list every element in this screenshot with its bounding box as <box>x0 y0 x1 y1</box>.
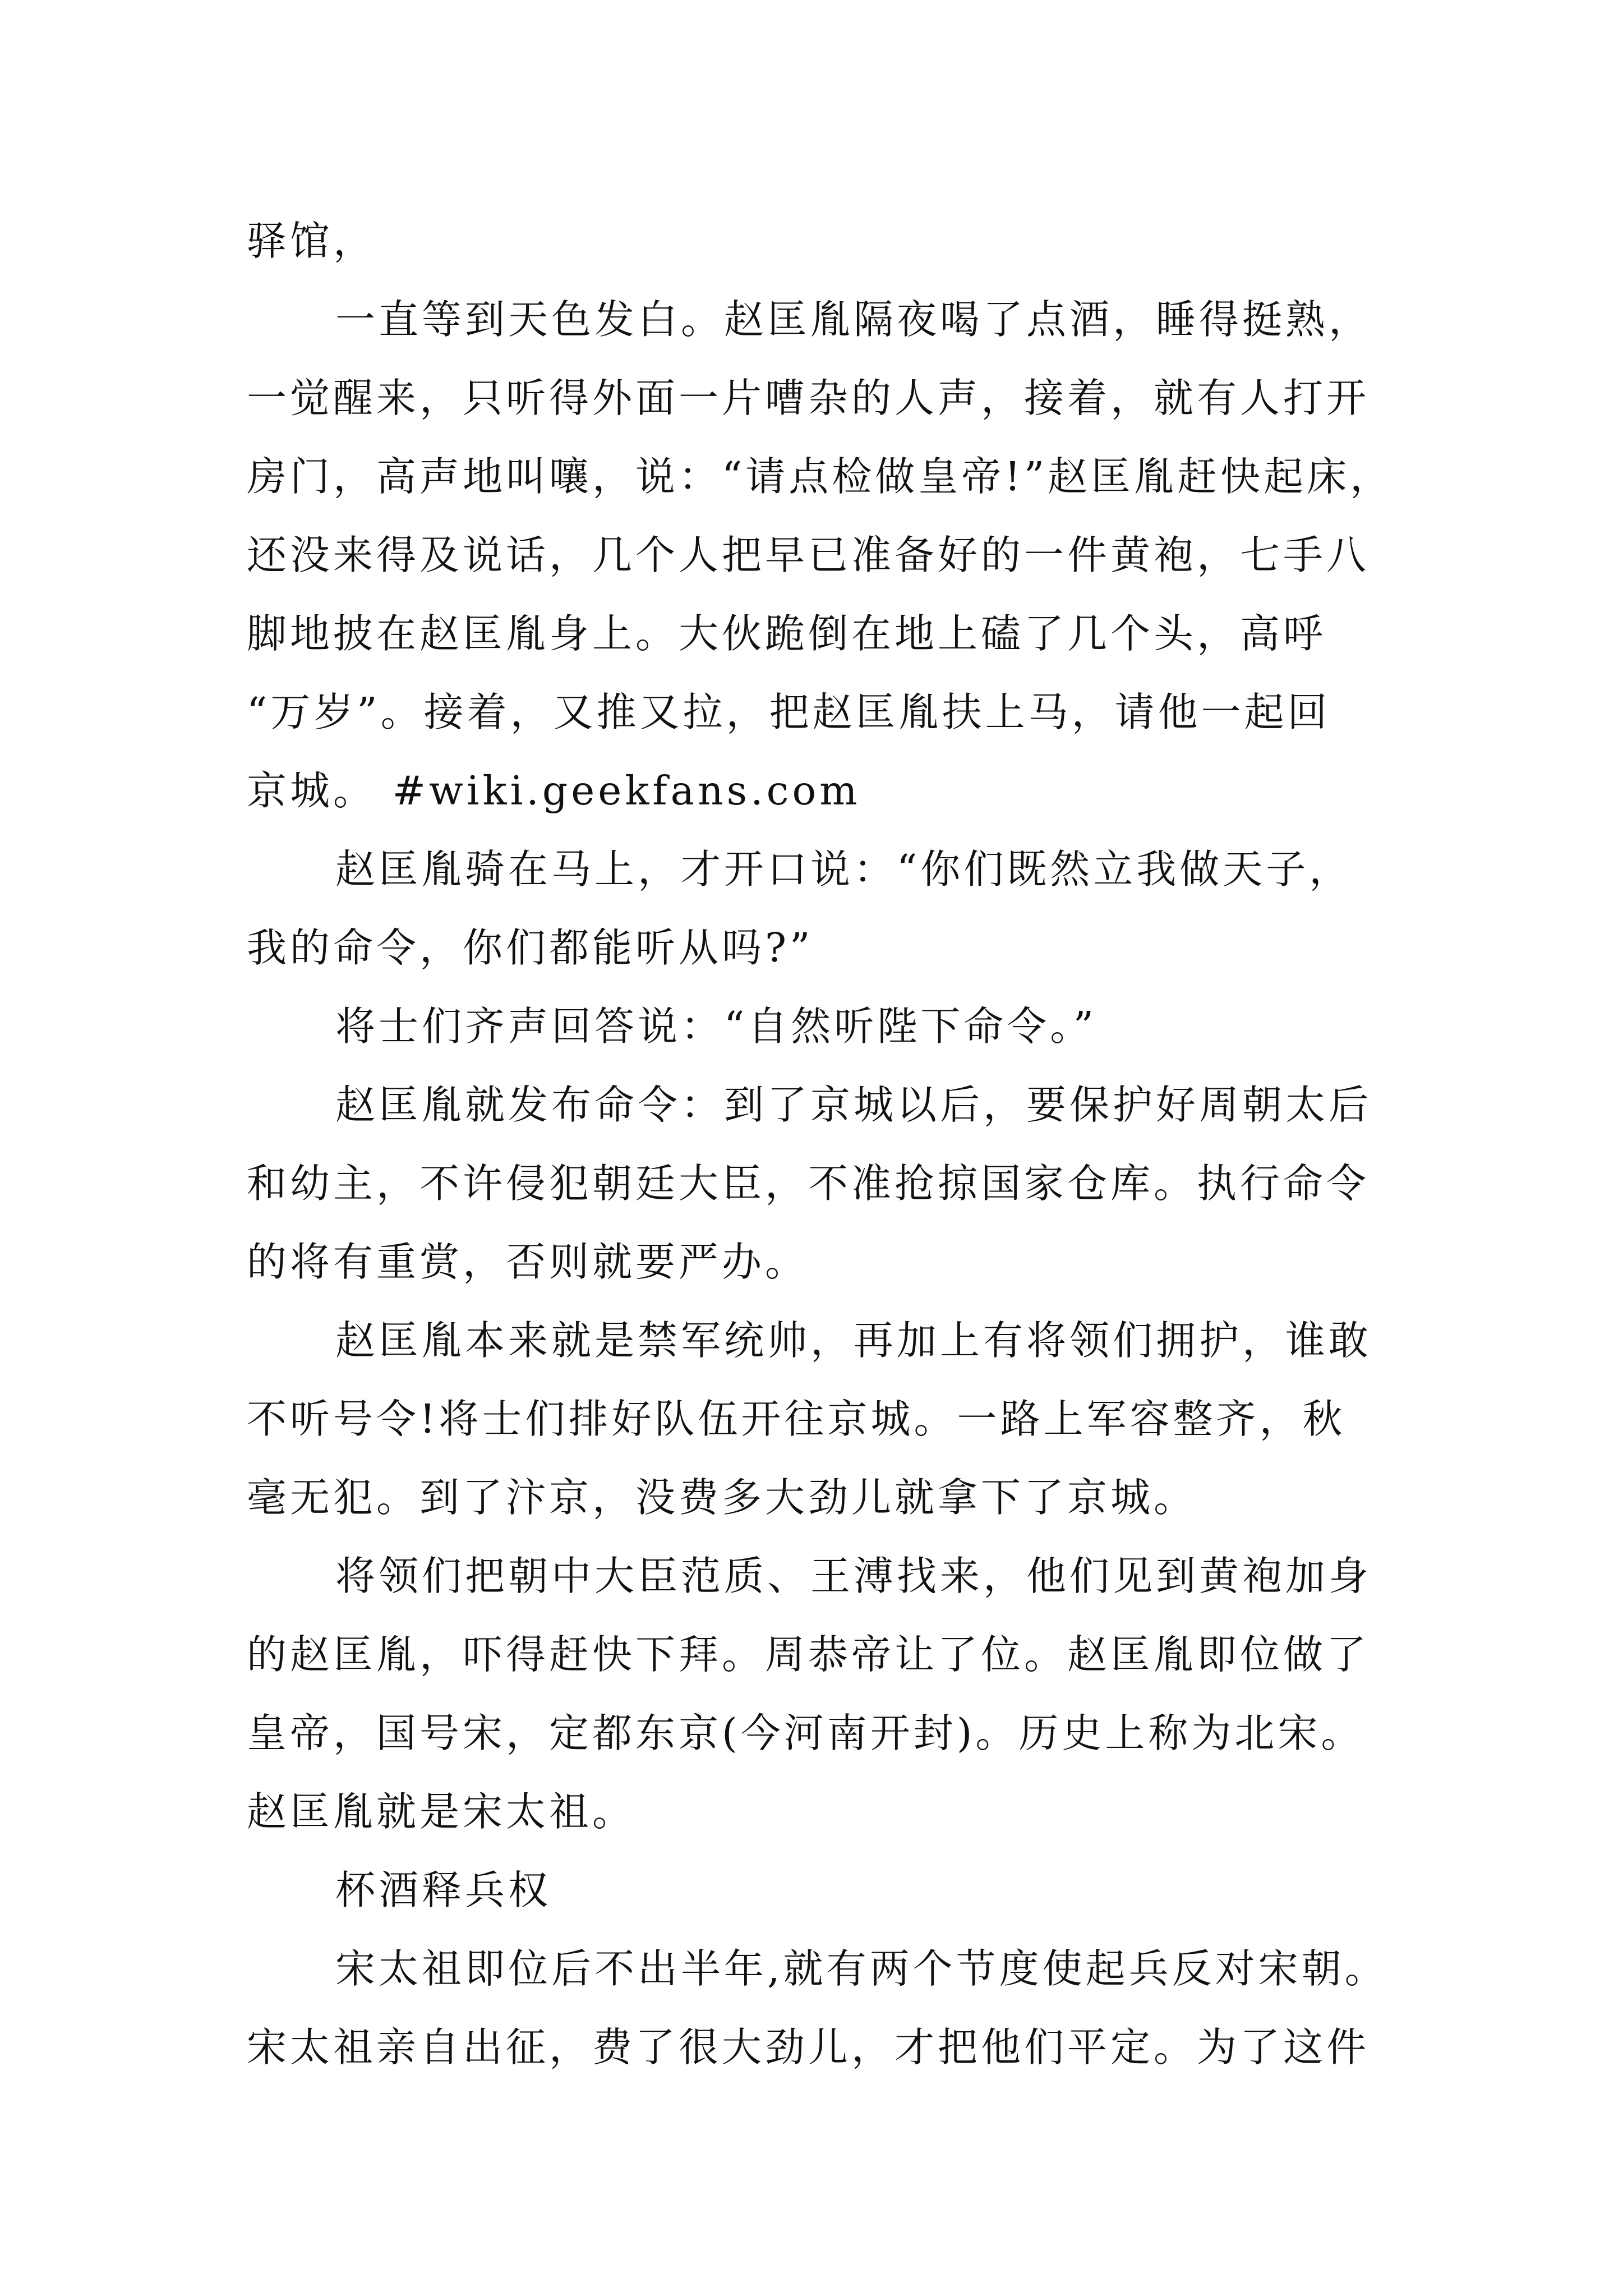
text-line: 赵匡胤就是宋太祖。 <box>247 1788 636 1835</box>
text-line: 宋太祖亲自出征，费了很大劲儿，才把他们平定。为了这件 <box>247 2024 1370 2070</box>
section-heading: 杯酒释兵权 <box>335 1867 552 1913</box>
text-line: 京城。 #wiki.geekfans.com <box>247 767 861 814</box>
text-line: “万岁”。接着，又推又拉，把赵匡胤扶上马，请他一起回 <box>247 689 1331 735</box>
text-line: 脚地披在赵匡胤身上。大伙跪倒在地上磕了几个头，高呼 <box>247 610 1327 657</box>
text-line: 毫无犯。到了汴京，没费多大劲儿就拿下了京城。 <box>247 1474 1197 1521</box>
text-line: 还没来得及说话，几个人把早已准备好的一件黄袍，七手八 <box>247 532 1370 578</box>
text-line: 赵匡胤就发布命令：到了京城以后，要保护好周朝太后 <box>335 1082 1372 1128</box>
text-line: 皇帝，国号宋，定都东京(今河南开封)。历史上称为北宋。 <box>247 1710 1364 1756</box>
text-line: 一觉醒来，只听得外面一片嘈杂的人声，接着，就有人打开 <box>247 375 1370 421</box>
document-body <box>247 202 1394 2087</box>
text-line: 不听号令!将士们排好队伍开往京城。一路上军容整齐，秋 <box>247 1396 1346 1442</box>
text-line: 宋太祖即位后不出半年,就有两个节度使起兵反对宋朝。 <box>335 1945 1388 1992</box>
text-line: 我的命令，你们都能听从吗?” <box>247 924 814 971</box>
text-line: 驿馆， <box>247 218 377 264</box>
text-line: 赵匡胤骑在马上，才开口说：“你们既然立我做天子， <box>335 846 1353 892</box>
text-line: 将士们齐声回答说：“自然听陛下命令。” <box>335 1003 1098 1050</box>
text-line: 的赵匡胤，吓得赶快下拜。周恭帝让了位。赵匡胤即位做了 <box>247 1631 1370 1678</box>
text-line: 一直等到天色发白。赵匡胤隔夜喝了点酒，睡得挺熟， <box>335 296 1372 343</box>
text-line: 将领们把朝中大臣范质、王溥找来，他们见到黄袍加身 <box>335 1553 1372 1599</box>
text-line: 赵匡胤本来就是禁军统帅，再加上有将领们拥护，谁敢 <box>335 1317 1372 1364</box>
text-line: 的将有重赏，否则就要严办。 <box>247 1239 809 1285</box>
text-line: 房门，高声地叫嚷，说：“请点检做皇帝!”赵匡胤赶快起床， <box>247 453 1394 500</box>
text-line: 和幼主，不许侵犯朝廷大臣，不准抢掠国家仓库。执行命令 <box>247 1160 1370 1207</box>
